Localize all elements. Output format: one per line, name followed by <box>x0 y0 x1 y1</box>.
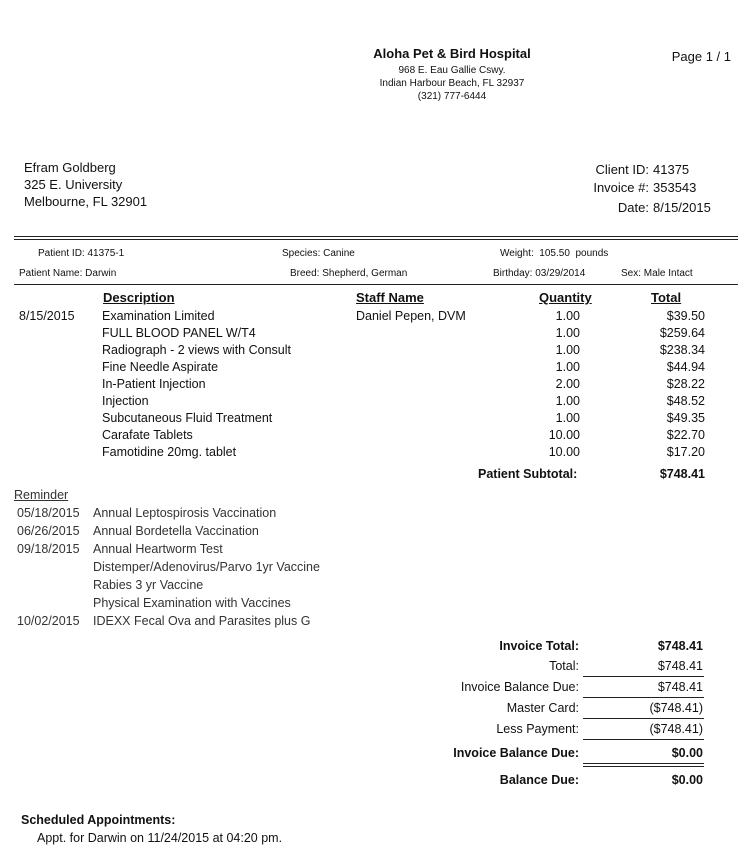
reminder-title: Reminder <box>14 488 69 502</box>
item-quantity: 1.00 <box>555 309 580 323</box>
totals-label: Master Card: <box>506 701 579 715</box>
invoice-date-label: Date: <box>617 200 649 215</box>
patient-birthday: Birthday: 03/29/2014 <box>493 268 586 279</box>
divider <box>14 239 738 240</box>
item-quantity: 1.00 <box>555 326 580 340</box>
totals-value: $748.41 <box>657 680 703 694</box>
hospital-address-2: Indian Harbour Beach, FL 32937 <box>379 78 525 89</box>
reminder-text: Distemper/Adenovirus/Parvo 1yr Vaccine <box>93 560 320 574</box>
totals-label: Balance Due: <box>499 773 579 787</box>
divider <box>14 284 738 285</box>
reminder-text: Annual Bordetella Vaccination <box>93 524 259 538</box>
totals-label: Invoice Balance Due: <box>460 680 579 694</box>
item-description: In-Patient Injection <box>102 377 206 391</box>
item-description: Injection <box>102 394 149 408</box>
hospital-address-1: 968 E. Eau Gallie Cswy. <box>398 65 506 76</box>
item-description: Fine Needle Aspirate <box>102 360 219 374</box>
client-id-value: 41375 <box>653 162 690 177</box>
totals-value: $0.00 <box>671 773 703 787</box>
item-total: $17.20 <box>666 445 705 459</box>
item-description: FULL BLOOD PANEL W/T4 <box>102 326 256 340</box>
patient-weight: Weight: 105.50 pounds <box>500 248 609 259</box>
item-quantity: 1.00 <box>555 394 580 408</box>
reminder-text: Annual Heartworm Test <box>93 542 223 556</box>
invoice-date-value: 8/15/2015 <box>653 200 711 215</box>
column-total: Total <box>651 290 682 305</box>
client-city: Melbourne, FL 32901 <box>24 194 148 209</box>
item-total: $259.64 <box>659 326 705 340</box>
divider <box>583 676 704 677</box>
reminder-date: 10/02/2015 <box>17 614 80 628</box>
client-name: Efram Goldberg <box>24 160 116 175</box>
item-total: $44.94 <box>666 360 705 374</box>
invoice-number-value: 353543 <box>653 180 697 195</box>
totals-value: $0.00 <box>671 746 703 760</box>
divider <box>583 697 704 698</box>
reminder-date: 09/18/2015 <box>17 542 80 556</box>
client-street: 325 E. University <box>24 177 123 192</box>
staff-name: Daniel Pepen, DVM <box>356 309 466 323</box>
item-quantity: 10.00 <box>548 428 580 442</box>
item-quantity: 1.00 <box>555 360 580 374</box>
item-quantity: 1.00 <box>555 411 580 425</box>
service-date: 8/15/2015 <box>19 309 75 323</box>
reminder-text: Rabies 3 yr Vaccine <box>93 578 204 592</box>
divider <box>14 236 738 237</box>
divider <box>583 766 704 767</box>
patient-breed: Breed: Shepherd, German <box>290 268 408 279</box>
column-quantity: Quantity <box>539 290 592 305</box>
item-description: Carafate Tablets <box>102 428 193 442</box>
reminder-date: 05/18/2015 <box>17 506 80 520</box>
hospital-phone: (321) 777-6444 <box>417 91 487 102</box>
item-total: $49.35 <box>666 411 705 425</box>
item-total: $28.22 <box>666 377 705 391</box>
item-quantity: 1.00 <box>555 343 580 357</box>
totals-label: Less Payment: <box>496 722 579 736</box>
client-id-label: Client ID: <box>595 162 649 177</box>
appointment-line: Appt. for Darwin on 11/24/2015 at 04:20 pm. <box>37 831 283 845</box>
item-total: $22.70 <box>666 428 705 442</box>
totals-value: ($748.41) <box>649 701 703 715</box>
item-quantity: 2.00 <box>555 377 580 391</box>
subtotal-value: $748.41 <box>659 467 705 481</box>
hospital-name: Aloha Pet & Bird Hospital <box>373 46 531 61</box>
item-quantity: 10.00 <box>548 445 580 459</box>
appointments-title: Scheduled Appointments: <box>21 813 176 827</box>
totals-label: Invoice Total: <box>499 639 579 653</box>
patient-sex: Sex: Male Intact <box>621 268 693 279</box>
totals-value: $748.41 <box>657 639 703 653</box>
item-total: $238.34 <box>659 343 705 357</box>
column-description: Description <box>103 290 175 305</box>
totals-label: Total: <box>549 659 579 673</box>
item-description: Examination Limited <box>102 309 215 323</box>
totals-label: Invoice Balance Due: <box>453 746 579 760</box>
item-total: $48.52 <box>666 394 705 408</box>
patient-species: Species: Canine <box>282 248 355 259</box>
reminder-text: Annual Leptospirosis Vaccination <box>93 506 277 520</box>
page-number: Page 1 / 1 <box>671 49 731 64</box>
patient-id: Patient ID: 41375-1 <box>38 248 125 259</box>
divider <box>583 763 704 764</box>
invoice-number-label: Invoice #: <box>593 180 649 195</box>
totals-value: $748.41 <box>657 659 703 673</box>
item-description: Famotidine 20mg. tablet <box>102 445 237 459</box>
reminder-text: IDEXX Fecal Ova and Parasites plus G <box>93 614 311 628</box>
item-description: Radiograph - 2 views with Consult <box>102 343 291 357</box>
column-staff: Staff Name <box>356 290 424 305</box>
divider <box>583 739 704 740</box>
totals-value: ($748.41) <box>649 722 703 736</box>
reminder-date: 06/26/2015 <box>17 524 80 538</box>
item-total: $39.50 <box>666 309 705 323</box>
divider <box>583 718 704 719</box>
patient-name: Patient Name: Darwin <box>19 268 117 279</box>
item-description: Subcutaneous Fluid Treatment <box>102 411 273 425</box>
reminder-text: Physical Examination with Vaccines <box>93 596 291 610</box>
subtotal-label: Patient Subtotal: <box>478 467 578 481</box>
